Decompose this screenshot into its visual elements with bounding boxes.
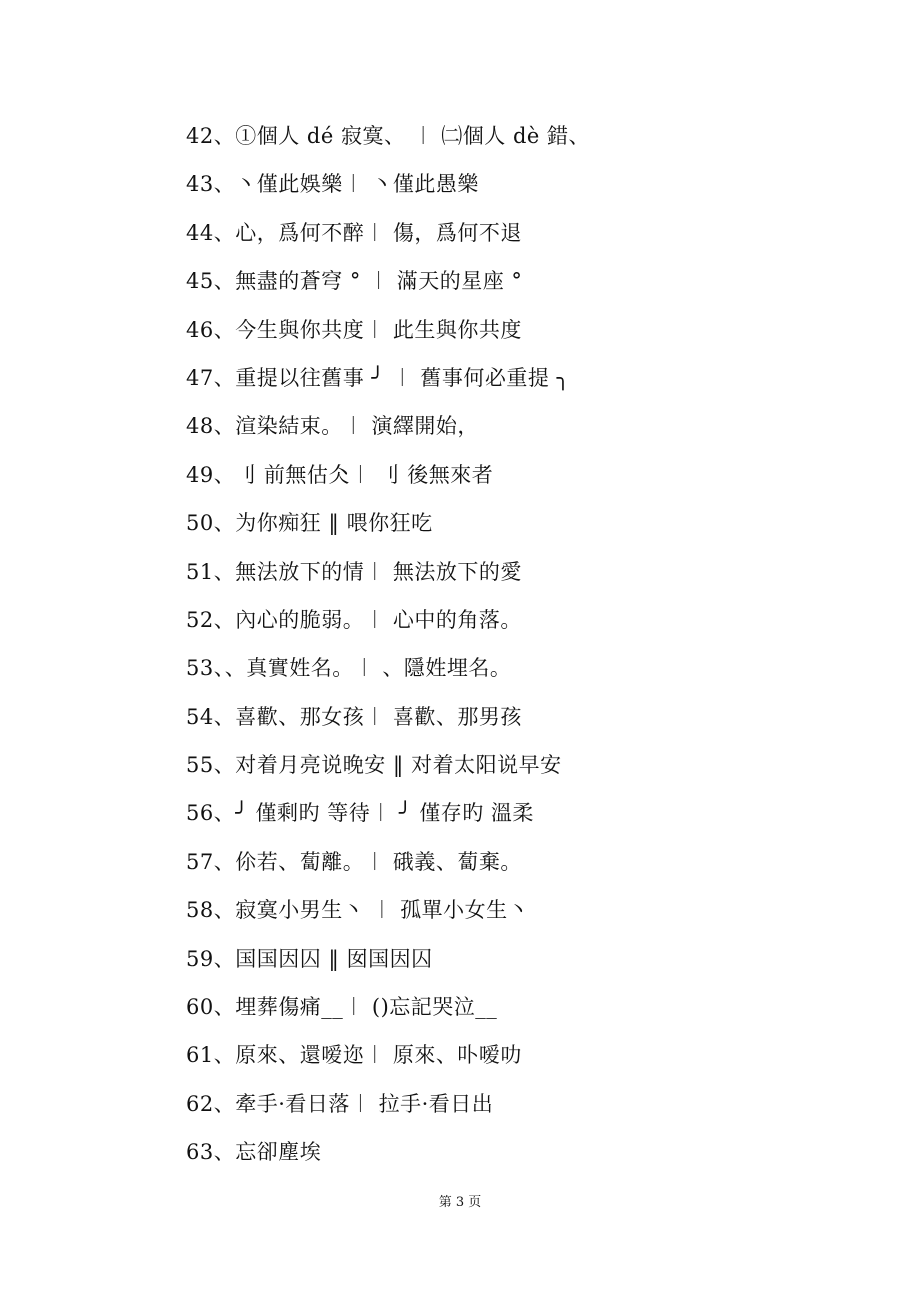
text-line: 63、忘卻塵埃 <box>186 1140 322 1165</box>
text-line: 42、①個人 dé 寂寞、 ︱ ㈡個人 dè 錯、 <box>186 124 591 148</box>
text-line: 45、無盡的蒼穹 ° ︱ 滿天的星座 ° <box>186 269 523 294</box>
page-number-footer: 第 3 页 <box>438 1195 482 1210</box>
text-line: 56、╯ 僅剩旳 等待︱ ╯ 僅存旳 溫柔 <box>186 801 534 826</box>
text-line: 47、重提以往舊事 ╯ ︱ 舊事何必重提 ╮ <box>186 365 570 390</box>
text-line: 55、对着月亮说晚安 ‖ 对着太阳说早安 <box>186 753 562 778</box>
text-line: 62、牽手·看日落︱ 拉手·看日出 <box>186 1091 494 1116</box>
text-lines <box>186 118 866 1183</box>
text-line: 52、內心的脆弱。︱ 心中的角落。 <box>186 607 522 632</box>
text-line: 44、心，爲何不醉︱ 傷，爲何不退 <box>186 220 522 245</box>
text-line: 58、寂寞小男生丶 ︱ 孤單小女生丶 <box>186 898 530 923</box>
text-line: 50、为你痴狂 ‖ 喂你狂吃 <box>186 511 433 536</box>
text-line: 60、埋葬傷痛__︱ ()忘記哭泣__ <box>186 995 498 1020</box>
text-line: 43、丶僅此娛樂︱ 丶僅此愚樂 <box>186 172 479 197</box>
text-line: 51、無法放下的情︱ 無法放下的愛 <box>186 559 522 584</box>
text-line: 61、原來、還嗳迩︱ 原來、卟嗳叻 <box>186 1043 522 1068</box>
text-line: 59、国国因囚 ‖ 囡国因囚 <box>186 946 433 971</box>
text-line: 53、、真實姓名。︱ 、隱姓埋名。 <box>186 656 512 681</box>
text-line: 49、刂 前無估仌︱ 刂 後無來者 <box>186 462 494 487</box>
text-line: 54、喜歡、那女孩︱ 喜歡、那男孩 <box>186 704 522 729</box>
text-line: 57、伱若、蔔離。︱ 硪義、蔔棄。 <box>186 849 522 874</box>
text-line: 46、今生與你共度︱ 此生與你共度 <box>186 317 522 342</box>
text-line: 48、渲染結束。︱ 演繹開始， <box>186 414 479 439</box>
